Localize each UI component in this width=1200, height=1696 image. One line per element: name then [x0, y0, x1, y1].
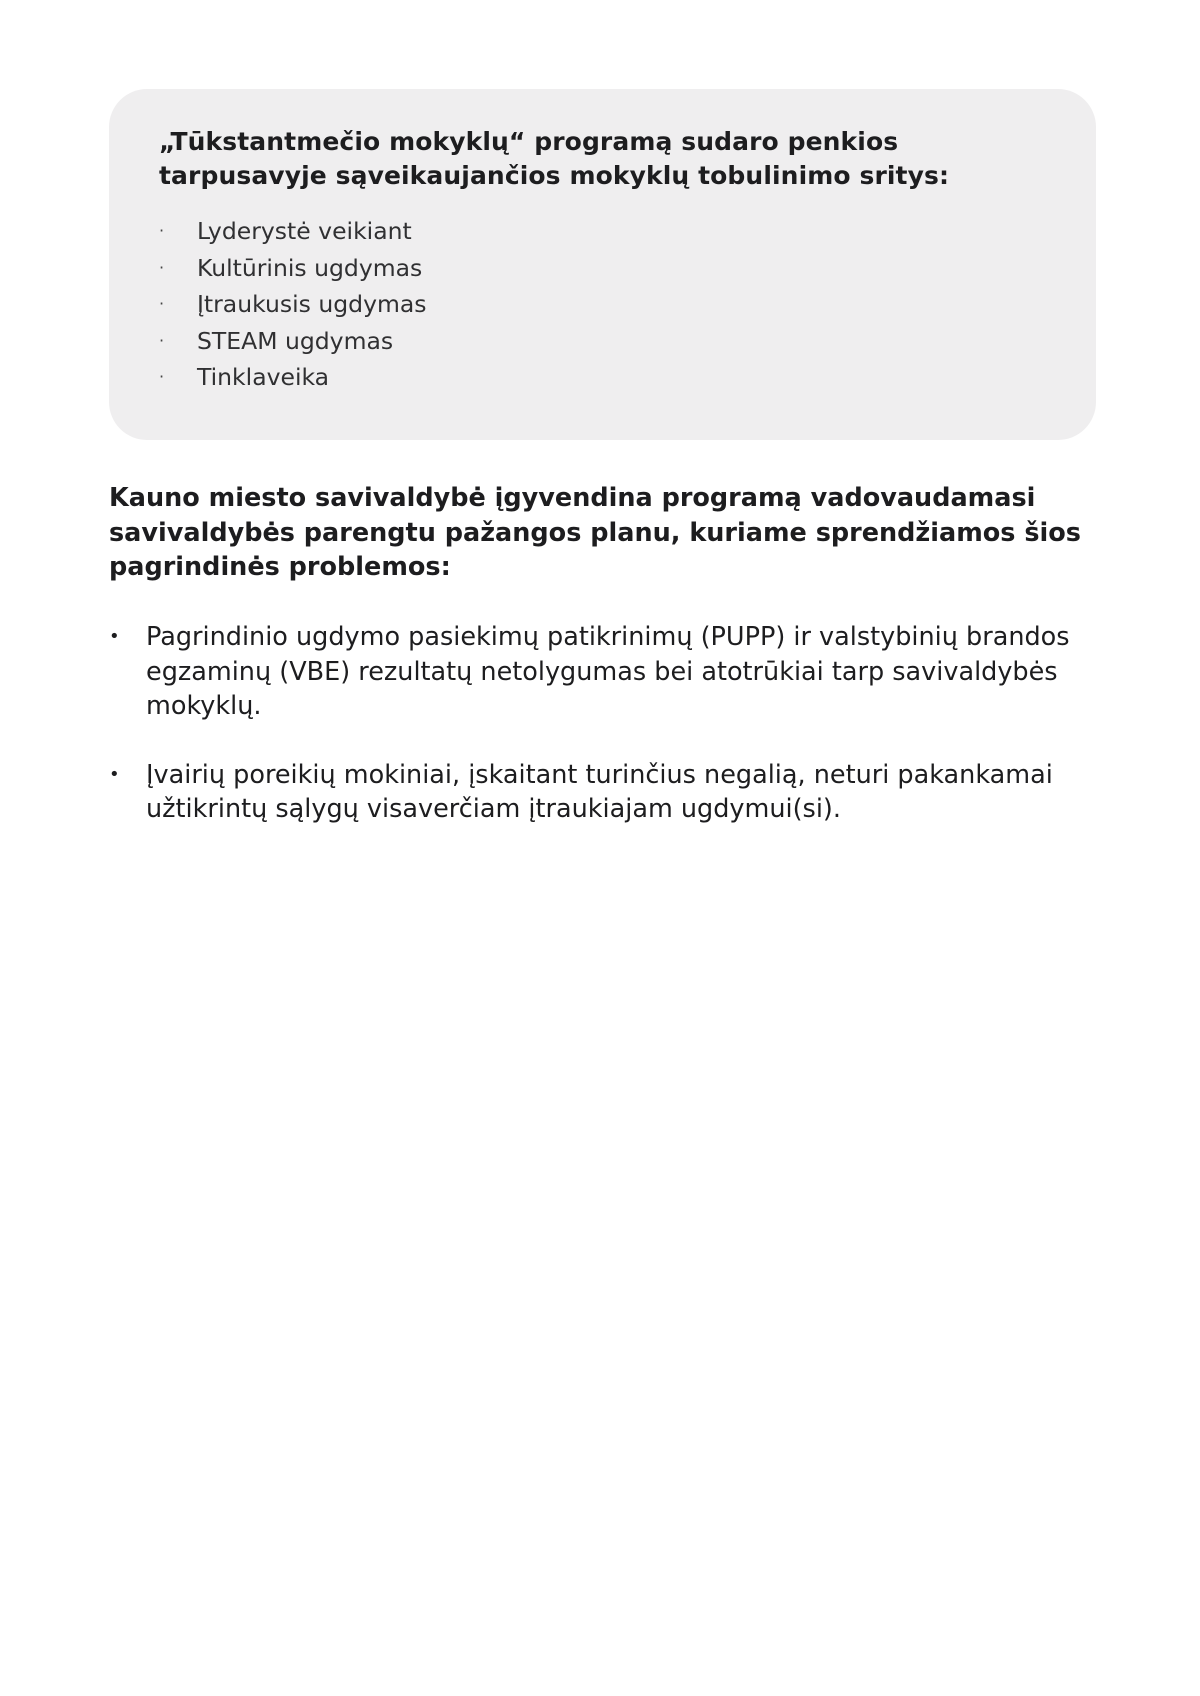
list-item	[159, 359, 1046, 396]
list-item-text: Pagrindinio ugdymo pasiekimų patikrinimų (PUPP) ir valstybinių brandos egzaminų (VBE) rezultatų netolygumas bei atotrūkiai tarp savivaldybės mokyklų.	[146, 622, 1070, 721]
problems-list	[109, 620, 1109, 861]
bullet-icon: ·	[159, 367, 165, 386]
list-item	[109, 620, 1109, 724]
list-item-text: Įtraukusis ugdymas	[197, 290, 427, 318]
list-item	[109, 758, 1109, 827]
list-item	[159, 323, 1046, 360]
bullet-icon: ·	[159, 221, 165, 240]
program-areas-heading: „Tūkstantmečio mokyklų“ programą sudaro penkios tarpusavyje sąveikaujančios mokyklų tobulinimo sritys:	[159, 127, 950, 190]
program-areas-list	[159, 213, 1046, 396]
list-item	[159, 250, 1046, 287]
list-item-text: Kultūrinis ugdymas	[197, 253, 423, 282]
bullet-icon: ·	[159, 330, 165, 350]
list-item	[159, 286, 1046, 323]
bullet-icon: •	[109, 626, 120, 647]
problems-intro-heading: Kauno miesto savivaldybė įgyvendina programą vadovaudamasi savivaldybės parengtu pažangos planu, kuriame sprendžiamos šios pagrindinės problemos:	[109, 483, 1081, 582]
list-item-text: Lyderystė veikiant	[197, 217, 412, 245]
bullet-icon: ·	[159, 294, 165, 313]
bullet-icon: ·	[159, 257, 165, 277]
list-item-text: Tinklaveika	[197, 363, 330, 391]
bullet-icon: •	[109, 763, 120, 785]
list-item-text: STEAM ugdymas	[197, 326, 394, 355]
program-areas-box	[109, 89, 1096, 440]
list-item	[159, 213, 1046, 250]
list-item-text: Įvairių poreikių mokiniai, įskaitant turinčius negalią, neturi pakankamai užtikrintų sąlygų visaverčiam įtraukiajam ugdymui(si).	[146, 759, 1053, 824]
